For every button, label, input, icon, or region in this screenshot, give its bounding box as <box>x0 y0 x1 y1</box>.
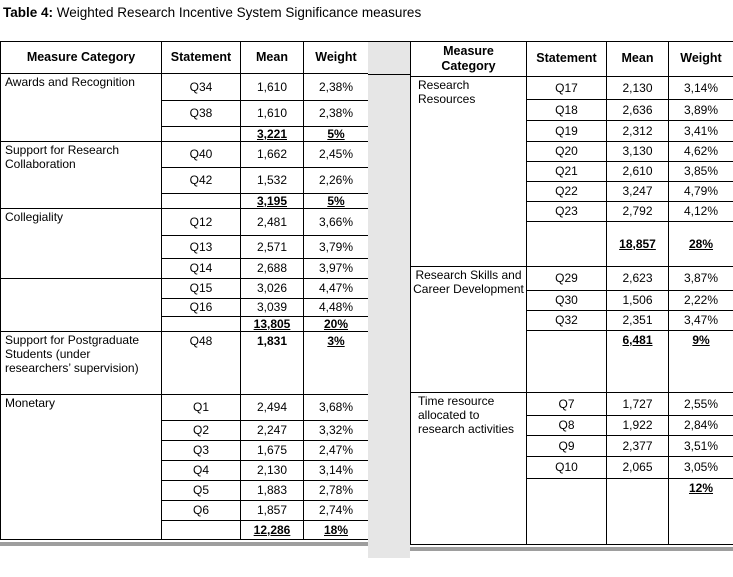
cell-category: Research Skills and Career Development <box>411 266 527 392</box>
cell-weight: 3,41% <box>669 120 733 141</box>
cell-mean: 3,247 <box>607 181 669 201</box>
cell-statement: Q16 <box>162 298 241 316</box>
cell-mean-total: 3,221 <box>241 126 304 141</box>
cell-statement: Q8 <box>527 415 607 435</box>
cell-statement: Q22 <box>527 181 607 201</box>
cell-statement: Q48 <box>162 331 241 394</box>
cell-statement: Q9 <box>527 435 607 456</box>
cell-mean: 2,610 <box>607 161 669 181</box>
cell-weight: 3,68% <box>304 394 369 420</box>
cell-statement-empty <box>527 330 607 392</box>
cell-weight-total: 3% <box>304 331 369 394</box>
cell-weight: 4,48% <box>304 298 369 316</box>
cell-weight: 2,38% <box>304 73 369 100</box>
header-statement: Statement <box>527 41 607 76</box>
cell-weight: 4,62% <box>669 141 733 161</box>
table-number-label: Table 4: <box>3 5 53 20</box>
cell-category: Support for Postgraduate Students (under researchers’ supervision) <box>1 331 162 394</box>
left-table-wrapper <box>0 41 368 546</box>
cell-weight-total: 5% <box>304 193 369 208</box>
cell-mean: 2,636 <box>607 99 669 120</box>
table-row <box>411 76 733 99</box>
column-spacer <box>368 41 410 558</box>
right-measures-table <box>410 41 733 545</box>
header-measure-category: Measure Category <box>1 41 162 73</box>
table-row <box>411 266 733 290</box>
cell-mean: 3,130 <box>607 141 669 161</box>
table-row <box>1 73 369 100</box>
cell-weight: 2,22% <box>669 290 733 310</box>
header-weight: Weight <box>304 41 369 73</box>
cell-mean: 2,065 <box>607 456 669 478</box>
header-weight: Weight <box>669 41 733 76</box>
table-row <box>1 278 369 298</box>
cell-category: Research Resources <box>411 76 527 266</box>
cell-weight: 3,05% <box>669 456 733 478</box>
cell-weight: 3,87% <box>669 266 733 290</box>
cell-mean: 2,481 <box>241 208 304 235</box>
table-row <box>1 394 369 420</box>
cell-weight: 3,97% <box>304 258 369 278</box>
cell-statement: Q3 <box>162 440 241 460</box>
cell-weight: 2,47% <box>304 440 369 460</box>
cell-category-empty <box>1 278 162 331</box>
right-table-body <box>411 41 733 544</box>
cell-mean-empty <box>607 478 669 544</box>
cell-mean: 1,532 <box>241 167 304 193</box>
cell-category: Collegiality <box>1 208 162 278</box>
header-mean: Mean <box>607 41 669 76</box>
cell-mean: 2,247 <box>241 420 304 440</box>
cell-statement: Q5 <box>162 480 241 500</box>
cell-weight: 2,84% <box>669 415 733 435</box>
cell-mean: 2,130 <box>607 76 669 99</box>
cell-mean: 3,039 <box>241 298 304 316</box>
document-title <box>3 5 733 21</box>
cell-weight: 3,32% <box>304 420 369 440</box>
cell-weight: 2,26% <box>304 167 369 193</box>
cell-statement-empty <box>527 221 607 266</box>
cell-weight: 4,47% <box>304 278 369 298</box>
cell-statement-empty <box>162 126 241 141</box>
cell-weight: 3,51% <box>669 435 733 456</box>
header-row <box>1 41 369 73</box>
table-row <box>1 141 369 167</box>
table-row <box>1 208 369 235</box>
cell-statement: Q23 <box>527 201 607 221</box>
cell-statement: Q4 <box>162 460 241 480</box>
header-measure-category: Measure Category <box>411 41 527 76</box>
cell-statement: Q32 <box>527 310 607 330</box>
cell-weight: 2,55% <box>669 392 733 415</box>
cell-mean: 1,610 <box>241 73 304 100</box>
cell-statement: Q14 <box>162 258 241 278</box>
right-table-wrapper <box>410 41 733 551</box>
cell-mean-total: 3,195 <box>241 193 304 208</box>
cell-statement: Q20 <box>527 141 607 161</box>
cell-mean-total: 13,805 <box>241 316 304 331</box>
cell-mean: 3,026 <box>241 278 304 298</box>
cell-statement: Q7 <box>527 392 607 415</box>
table-row <box>1 331 369 394</box>
cell-mean: 1,727 <box>607 392 669 415</box>
cell-statement: Q18 <box>527 99 607 120</box>
cell-mean: 1,506 <box>607 290 669 310</box>
table-caption: Weighted Research Incentive System Significance measures <box>53 5 421 20</box>
cell-statement: Q42 <box>162 167 241 193</box>
cell-mean: 1,857 <box>241 500 304 520</box>
cell-statement: Q13 <box>162 235 241 258</box>
cell-mean: 1,662 <box>241 141 304 167</box>
cell-mean: 1,922 <box>607 415 669 435</box>
header-statement: Statement <box>162 41 241 73</box>
cell-mean: 2,130 <box>241 460 304 480</box>
cell-statement-empty <box>162 193 241 208</box>
cell-mean: 2,792 <box>607 201 669 221</box>
cell-statement: Q10 <box>527 456 607 478</box>
cell-statement: Q38 <box>162 100 241 126</box>
header-mean: Mean <box>241 41 304 73</box>
cell-statement: Q30 <box>527 290 607 310</box>
cell-weight: 2,78% <box>304 480 369 500</box>
cell-weight-total: 5% <box>304 126 369 141</box>
cell-weight: 2,45% <box>304 141 369 167</box>
cell-weight: 3,79% <box>304 235 369 258</box>
cell-weight: 2,38% <box>304 100 369 126</box>
cell-mean: 2,623 <box>607 266 669 290</box>
cell-weight-total: 18% <box>304 520 369 539</box>
cell-mean: 1,883 <box>241 480 304 500</box>
tables-container <box>0 41 733 558</box>
cell-mean-total: 1,831 <box>241 331 304 394</box>
cell-weight-total: 12% <box>669 478 733 544</box>
header-row <box>411 41 733 76</box>
cell-mean: 1,610 <box>241 100 304 126</box>
cell-mean: 2,312 <box>607 120 669 141</box>
cell-weight: 3,85% <box>669 161 733 181</box>
cell-weight-total: 9% <box>669 330 733 392</box>
cell-statement: Q12 <box>162 208 241 235</box>
cell-weight: 4,79% <box>669 181 733 201</box>
cell-mean: 1,675 <box>241 440 304 460</box>
cell-statement: Q15 <box>162 278 241 298</box>
cell-category: Monetary <box>1 394 162 539</box>
cell-statement: Q21 <box>527 161 607 181</box>
cell-statement: Q2 <box>162 420 241 440</box>
cell-statement: Q29 <box>527 266 607 290</box>
cell-mean: 2,688 <box>241 258 304 278</box>
cell-category: Time resource allocated to research activities <box>411 392 527 544</box>
cell-weight-total: 20% <box>304 316 369 331</box>
cell-mean-total: 6,481 <box>607 330 669 392</box>
left-measures-table <box>0 41 369 540</box>
cell-statement: Q34 <box>162 73 241 100</box>
cell-weight: 3,14% <box>304 460 369 480</box>
cell-statement: Q6 <box>162 500 241 520</box>
table-row <box>411 392 733 415</box>
cell-weight: 3,47% <box>669 310 733 330</box>
cell-mean-total: 12,286 <box>241 520 304 539</box>
cell-mean: 2,351 <box>607 310 669 330</box>
cell-weight: 2,74% <box>304 500 369 520</box>
cell-category: Support for Research Collaboration <box>1 141 162 208</box>
cell-mean: 2,494 <box>241 394 304 420</box>
cell-weight: 3,14% <box>669 76 733 99</box>
cell-category: Awards and Recognition <box>1 73 162 141</box>
cell-statement-empty <box>162 316 241 331</box>
cell-statement: Q19 <box>527 120 607 141</box>
cell-weight-total: 28% <box>669 221 733 266</box>
cell-statement: Q17 <box>527 76 607 99</box>
cell-weight: 3,89% <box>669 99 733 120</box>
cell-weight: 3,66% <box>304 208 369 235</box>
cell-statement-empty <box>162 520 241 539</box>
cell-mean-total: 18,857 <box>607 221 669 266</box>
cell-statement-empty <box>527 478 607 544</box>
cell-mean: 2,571 <box>241 235 304 258</box>
cell-mean: 2,377 <box>607 435 669 456</box>
cell-statement: Q40 <box>162 141 241 167</box>
cell-statement: Q1 <box>162 394 241 420</box>
column-spacer-header-cell <box>368 42 410 75</box>
left-table-body <box>1 41 369 539</box>
cell-weight: 4,12% <box>669 201 733 221</box>
